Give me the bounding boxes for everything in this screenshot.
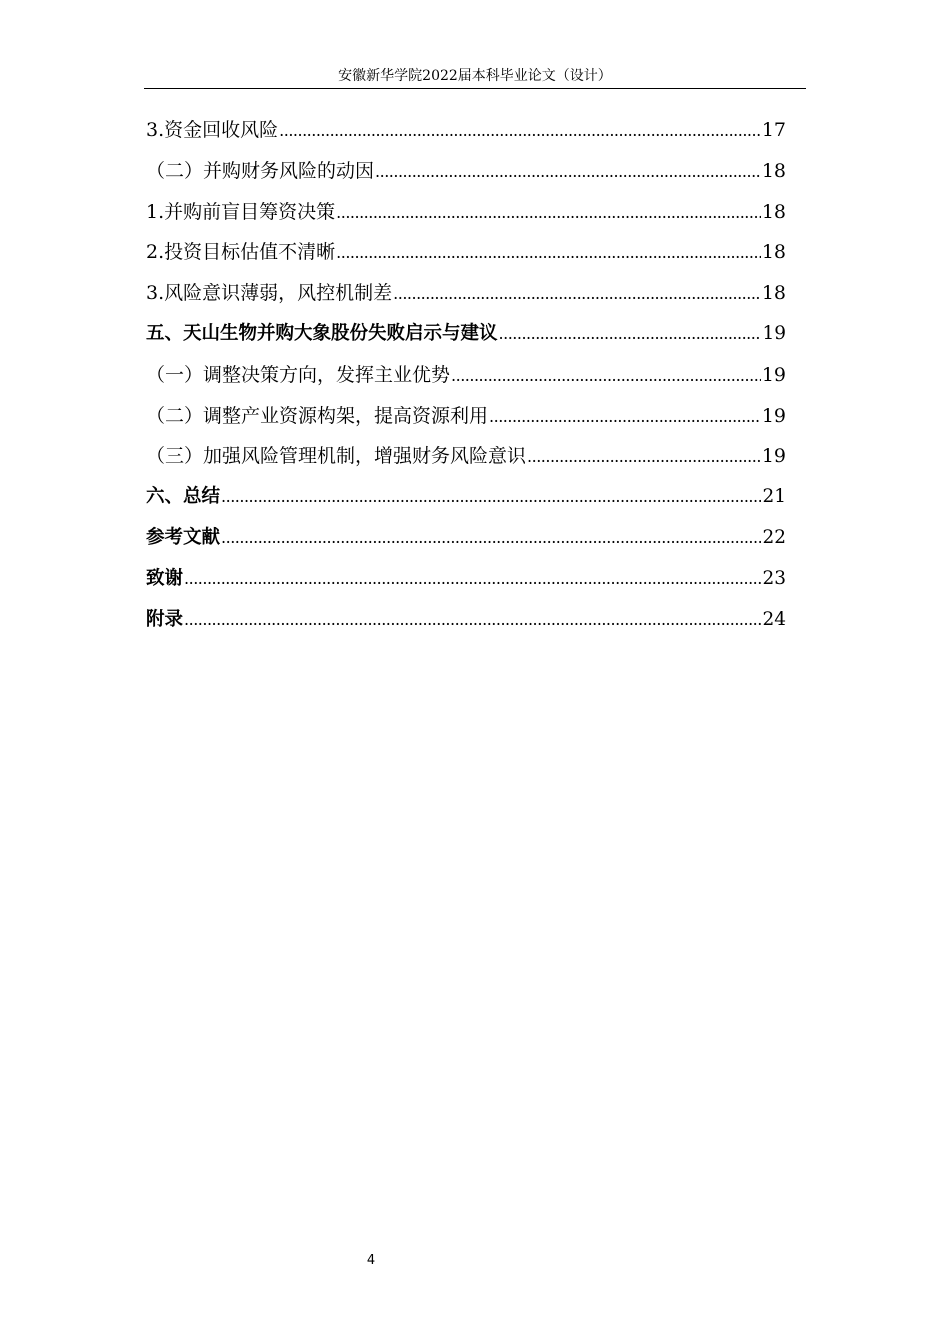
table-of-contents [146, 110, 786, 640]
toc-entry-page: 19 [762, 322, 786, 344]
toc-dot-leader [336, 233, 761, 274]
toc-entry-title: （二）并购财务风险的动因 [146, 159, 375, 182]
toc-entry-page: 22 [762, 526, 786, 548]
toc-entry-title: 3.风险意识薄弱，风控机制差 [146, 282, 393, 305]
toc-dot-leader [279, 111, 761, 152]
page-header [144, 66, 806, 89]
toc-dot-leader [499, 314, 762, 355]
toc-dot-leader [527, 437, 761, 478]
toc-dot-leader [393, 274, 761, 315]
toc-entry-title: 3.资金回收风险 [146, 119, 279, 141]
toc-entry[interactable] [146, 355, 786, 396]
toc-entry-page: 17 [761, 119, 786, 141]
toc-entry-chapter[interactable] [146, 477, 786, 518]
toc-entry[interactable] [146, 110, 786, 151]
toc-entry-title: （二）调整产业资源构架，提高资源利用 [146, 404, 489, 427]
toc-entry-title: 致谢 [146, 567, 184, 589]
header-title: 安徽新华学院2022届本科毕业论文（设计） [338, 68, 612, 84]
toc-entry-page: 18 [761, 241, 786, 264]
toc-dot-leader [184, 559, 761, 600]
toc-dot-leader [375, 152, 761, 193]
toc-dot-leader [184, 600, 761, 641]
toc-entry-page: 19 [761, 363, 786, 386]
toc-entry-page: 18 [761, 159, 786, 182]
toc-entry-title: （三）加强风险管理机制，增强财务风险意识 [146, 445, 527, 468]
toc-entry[interactable] [146, 273, 786, 314]
page-number: 4 [366, 1253, 376, 1268]
toc-entry-page: 21 [762, 486, 786, 508]
toc-entry-title: 2.投资目标估值不清晰 [146, 241, 336, 264]
toc-entry-title: 附录 [146, 608, 184, 630]
toc-entry[interactable] [146, 396, 786, 437]
toc-dot-leader [489, 397, 761, 438]
toc-entry[interactable] [146, 232, 786, 273]
toc-entry-page: 24 [762, 608, 786, 630]
toc-entry[interactable] [146, 436, 786, 477]
toc-entry-page: 18 [761, 282, 786, 305]
toc-entry-chapter[interactable] [146, 559, 786, 600]
toc-entry-title: 参考文献 [146, 526, 221, 548]
toc-entry-title: （一）调整决策方向，发挥主业优势 [146, 363, 451, 386]
toc-entry-page: 18 [761, 200, 786, 223]
toc-entry[interactable] [146, 151, 786, 192]
toc-entry-page: 19 [761, 404, 786, 427]
toc-entry-title: 1.并购前盲目筹资决策 [146, 200, 336, 223]
toc-entry-chapter[interactable] [146, 314, 786, 355]
toc-dot-leader [221, 477, 761, 518]
toc-entry-page: 23 [762, 567, 786, 589]
toc-dot-leader [451, 356, 761, 397]
toc-entry-title: 五、天山生物并购大象股份失败启示与建议 [146, 322, 498, 344]
toc-dot-leader [336, 193, 761, 234]
toc-entry-title: 六、总结 [146, 486, 221, 508]
toc-entry[interactable] [146, 192, 786, 233]
toc-entry-chapter[interactable] [146, 600, 786, 641]
toc-entry-chapter[interactable] [146, 518, 786, 559]
toc-entry-page: 19 [761, 445, 786, 468]
toc-dot-leader [221, 518, 761, 559]
